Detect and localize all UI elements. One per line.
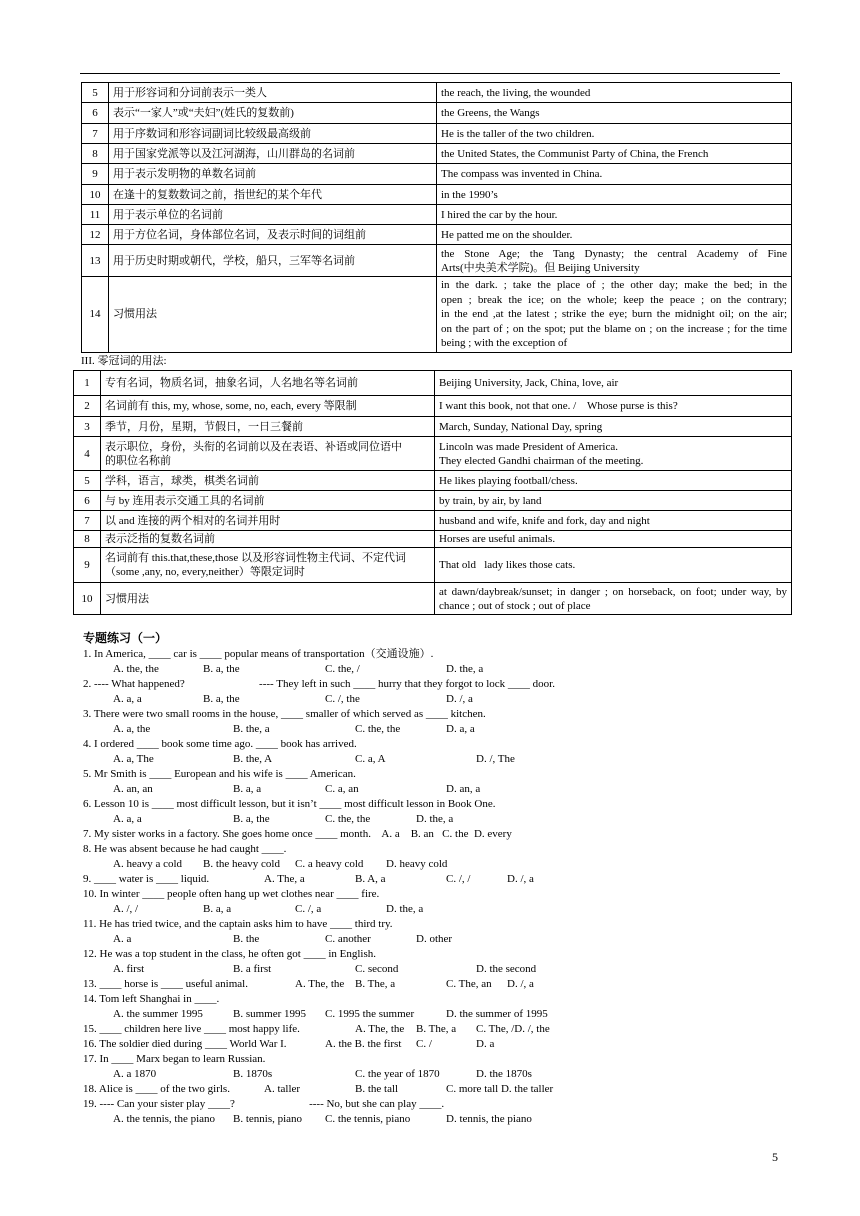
question-5: 5. Mr Smith is ____ European and his wife is ____ American.: [83, 768, 356, 780]
row-number: 2: [74, 396, 101, 417]
option: C. The, an: [446, 978, 492, 990]
row-number: 4: [74, 437, 101, 471]
options-19: [83, 1112, 783, 1127]
row-number: 9: [74, 548, 101, 583]
option: B. a, the: [203, 693, 240, 705]
row-number: 6: [82, 103, 109, 124]
usage-example: the United States, the Communist Party of China, the French: [437, 144, 792, 164]
table-row: [82, 124, 792, 144]
usage-rule: [101, 548, 435, 583]
usage-rule: 用于表示发明物的单数名词前: [109, 164, 437, 185]
option: C. second: [355, 963, 399, 975]
question-text: 9. ____ water is ____ liquid.: [83, 873, 210, 885]
options-5: [83, 782, 783, 797]
option: B. summer 1995: [233, 1008, 307, 1020]
question-6: 6. Lesson 10 is ____ most difficult lesson, but it isn’t ____ most difficult lesson in Book One.: [83, 798, 496, 810]
option: C. a, an: [325, 783, 359, 795]
usage-rule: 季节，月份，星期，节假日，一日三餐前: [101, 417, 435, 437]
option: A. a 1870: [113, 1068, 157, 1080]
row-number: 3: [74, 417, 101, 437]
options-1: [83, 662, 783, 677]
option: C. the year of 1870: [355, 1068, 440, 1080]
option: B. a first: [233, 963, 272, 975]
usage-rule: 专有名词，物质名词，抽象名词，人名地名等名词前: [101, 371, 435, 396]
usage-example: [435, 437, 792, 471]
option: A. heavy a cold: [113, 858, 183, 870]
table-row: [74, 548, 792, 583]
section-heading: III. 零冠词的用法:: [81, 355, 167, 367]
option: B. a, a: [203, 903, 232, 915]
table-row: [82, 277, 792, 353]
option: B. the: [233, 933, 260, 945]
usage-example: husband and wife, knife and fork, day and night: [435, 511, 792, 531]
usage-example: [437, 245, 792, 277]
usage-rule: 用于表示单位的名词前: [109, 205, 437, 225]
table-row: [82, 164, 792, 185]
question-9: [83, 872, 783, 887]
usage-rule: 名词前有 this, my, whose, some, no, each, every 等限制: [101, 396, 435, 417]
zero-article-table: [73, 370, 792, 615]
option: B. the heavy cold: [203, 858, 280, 870]
options-6: [83, 812, 783, 827]
option: D. heavy cold: [386, 858, 448, 870]
example-line: chance ; out of stock ; out of place: [439, 599, 591, 612]
option: A. first: [113, 963, 145, 975]
usage-rule: 在逢十的复数数词之前，指世纪的某个年代: [109, 185, 437, 205]
question-14: 14. Tom left Shanghai in ____.: [83, 993, 220, 1005]
option: D. the, a: [416, 813, 454, 825]
usage-example: He likes playing football/chess.: [435, 471, 792, 491]
usage-rule: 表示泛指的复数名词前: [101, 531, 435, 548]
option: C. the, /: [325, 663, 360, 675]
usage-example: He is the taller of the two children.: [437, 124, 792, 144]
header-rule: [80, 73, 780, 74]
example-line: Arts(中央美术学院)。但 Beijing University: [441, 261, 640, 274]
question-2: 2. ---- What happened? ---- They left in such ____ hurry that they forgot to lock ____ door.: [83, 678, 555, 690]
question-19: 19. ---- Can your sister play ____? ---- No, but she can play ____.: [83, 1098, 445, 1110]
usage-rule: 以 and 连接的两个相对的名词并用时: [101, 511, 435, 531]
question-text: 18. Alice is ____ of the two girls.: [83, 1083, 230, 1095]
options-12: [83, 962, 783, 977]
rule-line: 的职位名称前: [105, 454, 171, 467]
table-row: [82, 225, 792, 245]
exercise-section-title: 专题练习（一）: [83, 631, 168, 645]
options-14: [83, 1007, 783, 1022]
option: A. The, the: [295, 978, 345, 990]
example-line: in the end ,at the latest ; strike the eye; burn the midnight oil; on the air;: [441, 308, 787, 320]
option: C. another: [325, 933, 371, 945]
option: D. the second: [476, 963, 537, 975]
row-number: 10: [74, 583, 101, 615]
option: B. the tall: [355, 1083, 399, 1095]
table-row: [82, 83, 792, 103]
option: B. tennis, piano: [233, 1113, 303, 1125]
usage-rule: 学科，语言，球类，棋类名词前: [101, 471, 435, 491]
table-row: [82, 144, 792, 164]
row-number: 13: [82, 245, 109, 277]
usage-example: He patted me on the shoulder.: [437, 225, 792, 245]
option: D. /, a: [507, 873, 534, 885]
option: A. /, /: [113, 903, 139, 915]
row-number: 7: [74, 511, 101, 531]
usage-rule: 用于形容词和分词前表示一类人: [109, 83, 437, 103]
usage-rule: 习惯用法: [109, 277, 437, 353]
option: C. The, /D. /, the: [476, 1023, 550, 1035]
row-number: 5: [74, 471, 101, 491]
usage-example: That old lady likes those cats.: [435, 548, 792, 583]
row-number: 12: [82, 225, 109, 245]
usage-rule: 习惯用法: [101, 583, 435, 615]
page-number: 5: [772, 1150, 778, 1164]
row-number: 8: [74, 531, 101, 548]
row-number: 9: [82, 164, 109, 185]
question-17: 17. In ____ Marx began to learn Russian.: [83, 1053, 266, 1065]
usage-example: Beijing University, Jack, China, love, air: [435, 371, 792, 396]
option: C. the tennis, piano: [325, 1113, 411, 1125]
option: B. a, the: [203, 663, 240, 675]
option: A. the summer 1995: [113, 1008, 203, 1020]
row-number: 5: [82, 83, 109, 103]
option: A. an, an: [113, 783, 153, 795]
option: D. /, a: [446, 693, 473, 705]
options-11: [83, 932, 783, 947]
question-13: [83, 977, 783, 992]
question-3: 3. There were two small rooms in the house, ____ smaller of which served as ____ kitchen.: [83, 708, 486, 720]
usage-example: [437, 277, 792, 353]
option: D. /, a: [507, 978, 534, 990]
usage-example: I want this book, not that one. / Whose purse is this?: [435, 396, 792, 417]
row-number: 6: [74, 491, 101, 511]
table-row: [74, 471, 792, 491]
row-number: 14: [82, 277, 109, 353]
option: A. a, a: [113, 813, 142, 825]
rule-line: 表示职位，身份，头衔的名词前以及在表语、补语或同位语中: [105, 440, 402, 453]
definite-article-table: [81, 82, 792, 353]
question-18: [83, 1082, 783, 1097]
usage-example: I hired the car by the hour.: [437, 205, 792, 225]
usage-rule: [101, 437, 435, 471]
table-row: [74, 371, 792, 396]
question-15: [83, 1022, 783, 1037]
example-line: Lincoln was made President of America.: [439, 440, 619, 453]
question-4: 4. I ordered ____ book some time ago. ____ book has arrived.: [83, 738, 357, 750]
table-row: [74, 583, 792, 615]
option: B. a, the: [233, 813, 270, 825]
option: C. a, A: [355, 753, 386, 765]
usage-example: the Greens, the Wangs: [437, 103, 792, 124]
example-line: at dawn/daybreak/sunset; in danger ; on horseback, on foot; under way, by: [439, 585, 787, 598]
usage-rule: 表示“一家人”或“夫妇”(姓氏的复数前): [109, 103, 437, 124]
option: D. tennis, the piano: [446, 1113, 532, 1125]
usage-example: March, Sunday, National Day, spring: [435, 417, 792, 437]
option: A. the B. the first: [325, 1038, 402, 1050]
question-12: 12. He was a top student in the class, he often got ____ in English.: [83, 948, 376, 960]
usage-example: [435, 583, 792, 615]
rule-line: （some ,any, no, every,neither）等限定词时: [105, 566, 305, 578]
option: D. an, a: [446, 783, 481, 795]
question-11: 11. He has tried twice, and the captain asks him to have ____ third try.: [83, 918, 393, 930]
option: C. /, /: [446, 873, 471, 885]
table-row: [82, 185, 792, 205]
row-number: 1: [74, 371, 101, 396]
table-row: [82, 205, 792, 225]
example-line: on the part of ; on the spot; put the blame on ; on the increase ; for the time: [441, 322, 787, 335]
option: A. the tennis, the piano: [113, 1113, 216, 1125]
option: A. taller: [264, 1083, 301, 1095]
option: C. more tall D. the taller: [446, 1083, 554, 1095]
option: C. a heavy cold: [295, 858, 364, 870]
option: D. a, a: [446, 723, 475, 735]
option: A. a, the: [113, 723, 151, 735]
usage-example: in the 1990’s: [437, 185, 792, 205]
table-row: [82, 103, 792, 124]
option: C. /, the: [325, 693, 360, 705]
options-10: [83, 902, 783, 917]
table-row: [74, 396, 792, 417]
usage-rule: 用于方位名词，身体部位名词，及表示时间的词组前: [109, 225, 437, 245]
option: A. a, The: [113, 753, 154, 765]
table-row: [74, 531, 792, 548]
usage-rule: 用于国家党派等以及江河湖海，山川群岛的名词前: [109, 144, 437, 164]
question-10: 10. In winter ____ people often hang up wet clothes near ____ fire.: [83, 888, 380, 900]
option: B. the, A: [233, 753, 273, 765]
usage-example: by train, by air, by land: [435, 491, 792, 511]
option: C. /, a: [295, 903, 322, 915]
option: B. A, a: [355, 873, 386, 885]
option: D. the summer of 1995: [446, 1008, 548, 1020]
usage-example: The compass was invented in China.: [437, 164, 792, 185]
usage-example: the reach, the living, the wounded: [437, 83, 792, 103]
options-2: [83, 692, 783, 707]
options-4: [83, 752, 783, 767]
option: A. The, a: [264, 873, 305, 885]
option: A. a: [113, 933, 132, 945]
question-text: 15. ____ children here live ____ most happy life.: [83, 1023, 300, 1035]
row-number: 7: [82, 124, 109, 144]
option: D. other: [416, 933, 453, 945]
exercise-list: [83, 647, 783, 1127]
option: B. The, a: [355, 978, 396, 990]
question-7: 7. My sister works in a factory. She goes home once ____ month. A. a B. an C. the D. every: [83, 828, 512, 840]
option: A. The, the: [355, 1023, 405, 1035]
row-number: 11: [82, 205, 109, 225]
option: D. a: [476, 1038, 495, 1050]
option: C. the, the: [355, 723, 401, 735]
option: B. 1870s: [233, 1068, 273, 1080]
options-3: [83, 722, 783, 737]
options-8: [83, 857, 783, 872]
option: B. The, a: [416, 1023, 457, 1035]
example-line: the Stone Age; the Tang Dynasty; the central Academy of Fine: [441, 247, 787, 260]
table-row: [74, 491, 792, 511]
question-text: 16. The soldier died during ____ World War I.: [83, 1038, 287, 1050]
question-text: 13. ____ horse is ____ useful animal.: [83, 978, 248, 990]
question-1: 1. In America, ____ car is ____ popular means of transportation（交通设施）.: [83, 648, 434, 660]
option: A. the, the: [113, 663, 159, 675]
rule-line: 名词前有 this.that,these,those 以及形容词性物主代词、不定代词: [105, 552, 406, 564]
option: D. the 1870s: [476, 1068, 532, 1080]
row-number: 8: [82, 144, 109, 164]
usage-rule: 与 by 连用表示交通工具的名词前: [101, 491, 435, 511]
option: D. the, a: [446, 663, 484, 675]
example-line: open ; break the ice; on the whole; keep the peace ; on the contrary;: [441, 293, 787, 306]
question-16: [83, 1037, 783, 1052]
question-8: 8. He was absent because he had caught ____.: [83, 843, 287, 855]
option: B. the, a: [233, 723, 270, 735]
example-line: They elected Gandhi chairman of the meeting.: [439, 454, 644, 467]
table-row: [74, 511, 792, 531]
usage-rule: 用于历史时期或朝代，学校，船只，三军等名词前: [109, 245, 437, 277]
example-line: being ; with the exception of: [441, 337, 568, 349]
row-number: 10: [82, 185, 109, 205]
option: D. the, a: [386, 903, 424, 915]
option: D. /, The: [476, 753, 515, 765]
usage-example: Horses are useful animals.: [435, 531, 792, 548]
table-row: [82, 245, 792, 277]
table-row: [74, 437, 792, 471]
option: C. /: [416, 1038, 432, 1050]
option: B. a, a: [233, 783, 262, 795]
options-17: [83, 1067, 783, 1082]
usage-rule: 用于序数词和形容词副词比较级最高级前: [109, 124, 437, 144]
option: A. a, a: [113, 693, 142, 705]
example-line: in the dark. ; take the place of ; the other day; make the bed; in the: [441, 279, 787, 291]
option: C. 1995 the summer: [325, 1008, 415, 1020]
table-row: [74, 417, 792, 437]
option: C. the, the: [325, 813, 371, 825]
